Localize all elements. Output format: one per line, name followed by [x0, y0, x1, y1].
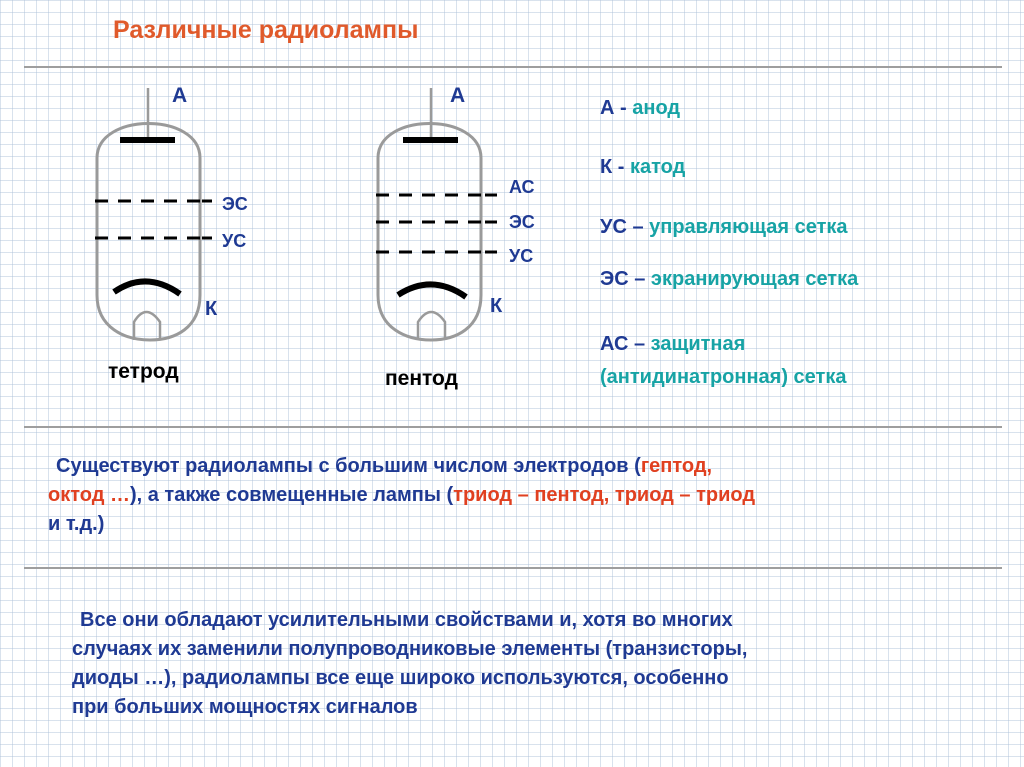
pentode-control-grid-label: УС — [509, 246, 534, 266]
pentode-cathode-label: К — [490, 295, 503, 317]
legend-item-anode: А - анод — [600, 97, 681, 119]
paragraph-line: диоды …), радиолампы все еще широко используются, особенно — [72, 667, 729, 689]
paragraph-combined-tubes — [48, 452, 988, 539]
paragraph-line: при больших мощностях сигналов — [72, 696, 418, 718]
pentode-cathode — [398, 284, 466, 297]
tetrode-cathode — [114, 281, 180, 294]
legend-item-cathode: К - катод — [600, 156, 686, 178]
tetrode-name: тетрод — [108, 360, 179, 383]
pentode-name: пентод — [385, 367, 458, 390]
page-title: Различные радиолампы — [113, 16, 419, 44]
legend-item-suppressor-grid: АС – защитная — [600, 333, 746, 355]
paragraph-line: Все они обладают усилительными свойствами и, хотя во многих — [80, 609, 733, 631]
divider-middle — [24, 426, 1002, 428]
paragraph-line: Существуют радиолампы с большим числом электродов (гептод, — [56, 455, 713, 477]
pentode-bulb — [378, 124, 481, 341]
pentode-suppressor-grid-label: АС — [509, 177, 535, 197]
legend-item-screen-grid: ЭС – экранирующая сетка — [600, 268, 859, 290]
pentode-diagram — [376, 84, 535, 390]
paragraph-line: и т.д.) — [48, 513, 105, 535]
pentode-anode-label: А — [450, 84, 466, 107]
legend-item-suppressor-grid-continued: (антидинатронная) сетка — [600, 366, 847, 388]
tetrode-screen-grid-label: ЭС — [222, 194, 248, 214]
tetrode-cathode-label: К — [205, 298, 218, 320]
divider-bottom — [24, 567, 1002, 569]
legend-item-control-grid: УС – управляющая сетка — [600, 216, 848, 238]
tetrode-control-grid-label: УС — [222, 231, 247, 251]
tetrode-heater — [134, 312, 160, 340]
divider-top — [24, 66, 1002, 68]
paragraph-line: случаях их заменили полупроводниковые элементы (транзисторы, — [72, 638, 748, 660]
paragraph-usage — [72, 606, 1002, 722]
paragraph-line: октод …), а также совмещенные лампы (триод – пентод, триод – триод — [48, 484, 756, 506]
tetrode-anode-label: А — [172, 84, 188, 107]
tube-diagrams — [0, 70, 600, 420]
pentode-screen-grid-label: ЭС — [509, 212, 535, 232]
tetrode-diagram — [95, 84, 248, 383]
pentode-heater — [418, 312, 445, 340]
tetrode-bulb — [97, 124, 200, 341]
